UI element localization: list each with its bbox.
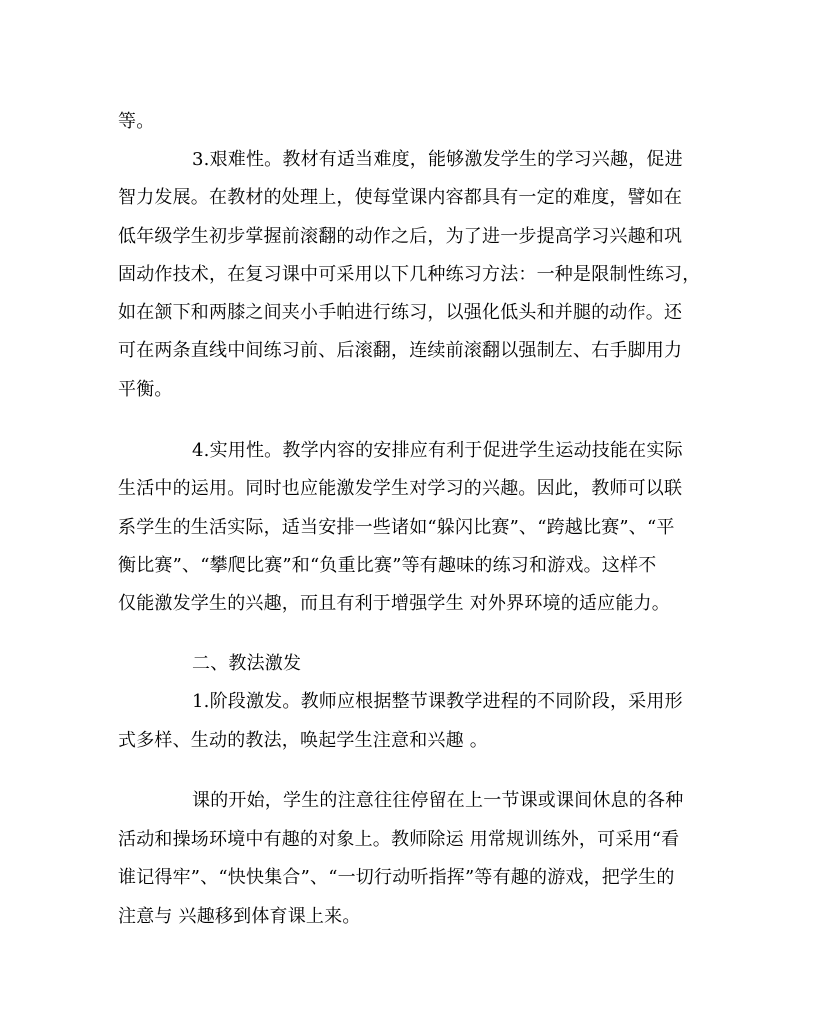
paragraph-line: 衡比赛”、“攀爬比赛”和“负重比赛”等有趣味的练习和游戏。这样不 (118, 555, 657, 576)
paragraph-line: 3.艰难性。教材有适当难度，能够激发学生的学习兴趣，促进 (192, 149, 683, 170)
paragraph-line: 注意与 兴趣移到体育课上来。 (118, 906, 361, 927)
paragraph-line: 4.实用性。教学内容的安排应有利于促进学生运动技能在实际 (192, 440, 683, 461)
paragraph-line: 生活中的运用。同时也应能激发学生对学习的兴趣。因此，教师可以联 (118, 478, 683, 499)
paragraph-line: 谁记得牢”、“快快集合”、“一切行动听指挥”等有趣的游戏，把学生的 (118, 867, 675, 888)
paragraph-line: 课的开始，学生的注意往往停留在上一节课或课间休息的各种 (192, 790, 684, 811)
paragraph-line: 固动作技术，在复习课中可采用以下几种练习方法：一种是限制性练习， (118, 264, 701, 285)
paragraph-line: 式多样、生动的教法，唤起学生注意和兴趣 。 (118, 730, 488, 751)
paragraph-line: 仅能激发学生的兴趣，而且有利于增强学生 对外界环境的适应能力。 (118, 593, 670, 614)
paragraph-line: 活动和操场环境中有趣的对象上。教师除运 用常规训练外，可采用“看 (118, 829, 680, 850)
paragraph-line: 智力发展。在教材的处理上，使每堂课内容都具有一定的难度，譬如在 (118, 187, 683, 208)
paragraph-line: 平衡。 (118, 379, 173, 400)
paragraph-line: 1.阶段激发。教师应根据整节课教学进程的不同阶段，采用形 (192, 691, 683, 712)
paragraph-line: 等。 (118, 111, 155, 132)
paragraph-line: 如在颔下和两膝之间夹小手帕进行练习，以强化低头和并腿的动作。还 (118, 302, 683, 323)
paragraph-line: 可在两条直线中间练习前、后滚翻，连续前滚翻以强制左、右手脚用力 (118, 340, 683, 361)
paragraph-line: 低年级学生初步掌握前滚翻的动作之后，为了进一步提高学习兴趣和巩 (118, 226, 683, 247)
paragraph-line: 系学生的生活实际，适当安排一些诸如“躲闪比赛”、“跨越比赛”、“平 (118, 517, 675, 538)
section-heading: 二、教法激发 (192, 653, 302, 674)
